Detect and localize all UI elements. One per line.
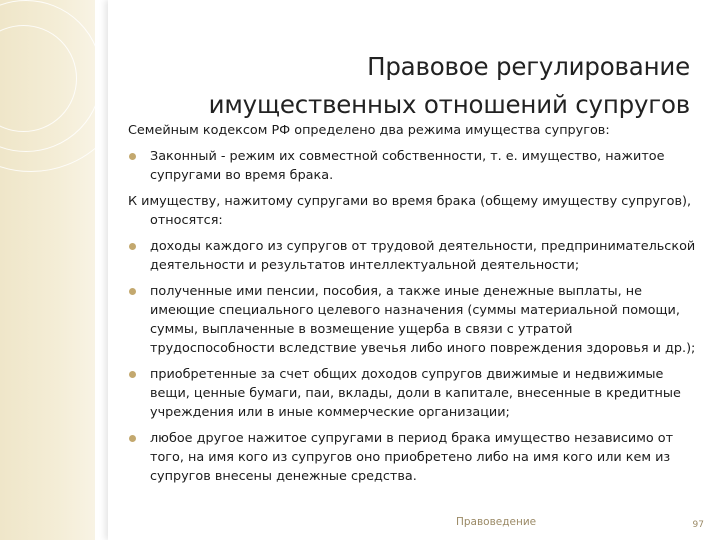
bullet-text: полученные ими пенсии, пособия, а также иные денежные выплаты, не имеющие специального целевого назначения (суммы материальной помощи, суммы, выплаченные в возмещение ущерба в связи с утратой трудоспособности вследствие увечья либо иного повреждения здоровья и др.); [150,284,696,356]
slide-title-line-1: Правовое регулирование [367,52,690,82]
bullet-item [128,365,696,422]
bullet-item [128,429,696,486]
decorative-side-panel [0,0,95,540]
bullet-dot-icon [129,243,136,250]
property-intro-paragraph: К имуществу, нажитому супругами во время брака (общему имуществу супругов), относятся: [128,194,692,228]
slide-body [128,121,696,493]
bullet-dot-icon [129,288,136,295]
footer-label: Правоведение [456,516,537,528]
slide-title-line-2: имущественных отношений супругов [208,90,690,120]
bullet-item [128,282,696,358]
slide-title [130,48,690,124]
bullet-text: любое другое нажитое супругами в период брака имущество независимо от того, на имя кого из супругов оно приобретено либо на имя кого или кем из супругов внесены денежные средства. [150,431,674,484]
intro-paragraph: Семейным кодексом РФ определено два режима имущества супругов: [128,123,610,138]
bullet-item [128,237,696,275]
bullet-text: приобретенные за счет общих доходов супругов движимые и недвижимые вещи, ценные бумаги, паи, вклады, доли в капитале, внесенные в кредитные учреждения или в иные коммерческие организации; [150,367,681,420]
bullet-dot-icon [129,435,136,442]
bullet-dot-icon [129,153,136,160]
bullet-text: Законный - режим их совместной собственности, т. е. имущество, нажитое супругами во время брака. [150,149,665,183]
bullet-item [128,147,696,185]
bullet-text: доходы каждого из супругов от трудовой деятельности, предпринимательской деятельности и результатов интеллектуальной деятельности; [150,239,696,273]
page-number: 97 [692,520,704,530]
bullet-dot-icon [129,371,136,378]
